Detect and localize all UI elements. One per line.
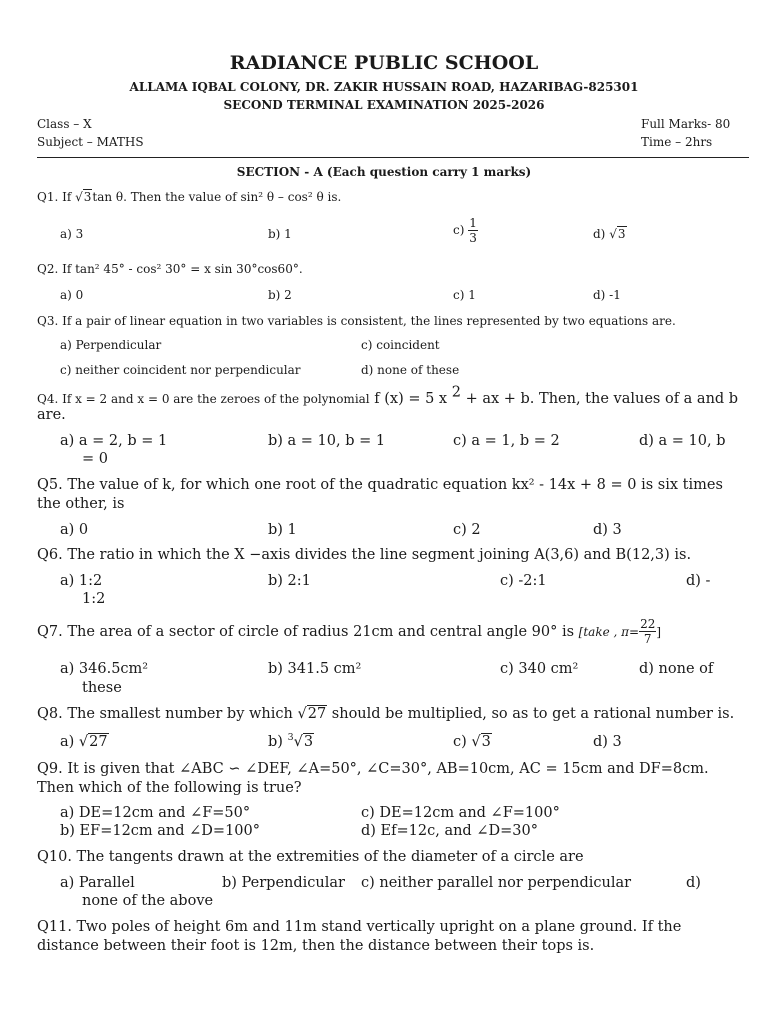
cube-root-index: 3 xyxy=(287,732,294,744)
sqrt-symbol: √27 xyxy=(297,706,327,722)
q4-option-c: c) a = 1, b = 2 xyxy=(453,433,560,449)
q4-option-a: a) a = 2, b = 1 xyxy=(60,433,168,449)
q10-option-d: d) xyxy=(686,875,701,891)
q7-bracket-close: ] xyxy=(656,625,662,639)
school-address: ALLAMA IQBAL COLONY, DR. ZAKIR HUSSAIN ROAD, HAZARIBAG-825301 xyxy=(129,80,639,94)
q1-option-c-label: c) xyxy=(453,223,465,237)
sqrt-symbol: √27 xyxy=(78,734,108,750)
q4-option-b: b) a = 10, b = 1 xyxy=(268,433,386,449)
question-5-line-2: the other, is xyxy=(37,496,125,512)
q2-option-c: c) 1 xyxy=(453,288,476,302)
question-7 xyxy=(37,618,661,645)
q7-text: Q7. The area of a sector of circle of radius 21cm and central angle 90° is xyxy=(37,624,579,640)
q5-option-c: c) 2 xyxy=(453,522,481,538)
q2-option-d: d) -1 xyxy=(593,288,621,302)
q8-option-c: c) √3 xyxy=(453,734,491,750)
q8-option-b: b) $^3$√3 xyxy=(268,732,314,750)
class-label: Class – X xyxy=(37,117,92,131)
q4-exponent: 2 xyxy=(451,384,461,401)
q6-option-a-wrap: 1:2 xyxy=(82,591,106,607)
q7-option-a: a) 346.5cm² xyxy=(60,661,149,677)
question-11-line-2: distance between their foot is 12m, then the distance between their tops is. xyxy=(37,938,595,954)
q4-text-rest: + ax + b. Then, the values of a and b xyxy=(460,391,739,407)
q1-text-mid: tan θ. Then the value of sin² θ – cos² θ is. xyxy=(92,190,342,204)
q3-option-d: d) none of these xyxy=(361,363,460,377)
question-9-line-2: Then which of the following is true? xyxy=(37,780,302,796)
q9-option-c: c) DE=12cm and ∠F=100° xyxy=(361,805,560,821)
time-label: Time – 2hrs xyxy=(641,135,713,149)
sqrt-symbol: √3 xyxy=(293,734,314,750)
q3-option-c: c) coincident xyxy=(361,338,440,352)
question-6: Q6. The ratio in which the X −axis divides the line segment joining A(3,6) and B(12,3) is. xyxy=(37,547,692,563)
q10-option-b: b) Perpendicular xyxy=(222,875,345,891)
question-2: Q2. If tan² 45° - cos² 30° = x sin 30°cos60°. xyxy=(37,262,303,276)
section-heading: SECTION - A (Each question carry 1 marks) xyxy=(236,165,532,179)
q1-text-pre: Q1. If xyxy=(37,190,76,204)
q4-polynomial: f (x) = 5 x xyxy=(369,391,452,407)
question-4-line-2: are. xyxy=(37,407,66,423)
question-10: Q10. The tangents drawn at the extremities of the diameter of a circle are xyxy=(37,849,584,865)
q10-option-c: c) neither parallel nor perpendicular xyxy=(361,875,632,891)
subject-label: Subject – MATHS xyxy=(37,135,144,149)
header-divider xyxy=(37,157,749,158)
q1-option-d xyxy=(593,227,627,241)
q7-option-b: b) 341.5 cm² xyxy=(268,661,362,677)
q2-option-a: a) 0 xyxy=(60,288,84,302)
q9-option-d: d) Ef=12c, and ∠D=30° xyxy=(361,823,538,839)
q1-option-d-label: d) xyxy=(593,227,606,241)
question-3: Q3. If a pair of linear equation in two variables is consistent, the lines represented by two equations are. xyxy=(37,314,676,328)
question-1 xyxy=(37,190,341,204)
fraction: $\frac{22}{7}$ xyxy=(640,617,656,646)
full-marks: Full Marks- 80 xyxy=(641,117,731,131)
question-8 xyxy=(37,706,734,722)
q8-option-d: d) 3 xyxy=(593,734,622,750)
q10-option-d-wrap: none of the above xyxy=(82,893,214,909)
q10-option-a: a) Parallel xyxy=(60,875,135,891)
q9-option-a: a) DE=12cm and ∠F=50° xyxy=(60,805,251,821)
sqrt-symbol: √3 xyxy=(471,734,491,750)
school-name: RADIANCE PUBLIC SCHOOL xyxy=(229,52,539,74)
fraction: $\frac{1}{3}$ xyxy=(469,216,477,245)
q5-option-a: a) 0 xyxy=(60,522,89,538)
q6-option-b: b) 2:1 xyxy=(268,573,311,589)
q4-option-d: d) a = 10, b xyxy=(639,433,726,449)
q5-option-d: d) 3 xyxy=(593,522,622,538)
q8-text-pre: Q8. The smallest number by which xyxy=(37,706,298,722)
q8-text-post: should be multiplied, so as to get a rational number is. xyxy=(327,706,735,722)
q4-option-d-wrap: = 0 xyxy=(82,451,108,467)
q6-option-d: d) - xyxy=(686,573,711,589)
q8-option-a: a) √27 xyxy=(60,734,108,750)
q6-option-c: c) -2:1 xyxy=(500,573,547,589)
q1-option-c xyxy=(453,217,478,244)
q5-option-b: b) 1 xyxy=(268,522,297,538)
question-5: Q5. The value of k, for which one root of the quadratic equation kx² - 14x + 8 = 0 is six times xyxy=(37,477,723,493)
sqrt-symbol: √3 xyxy=(75,190,92,204)
q1-option-a: a) 3 xyxy=(60,227,84,241)
sqrt-symbol: √3 xyxy=(609,227,626,241)
q1-option-b: b) 1 xyxy=(268,227,292,241)
q3-option-b: c) neither coincident nor perpendicular xyxy=(60,363,301,377)
q4-text-small: Q4. If x = 2 and x = 0 are the zeroes of the polynomial xyxy=(37,392,370,406)
question-4 xyxy=(37,384,739,407)
q7-pi-hint: [take , π= xyxy=(578,625,640,639)
q7-option-c: c) 340 cm² xyxy=(500,661,579,677)
q7-option-d: d) none of xyxy=(639,661,714,677)
q2-option-b: b) 2 xyxy=(268,288,292,302)
question-9: Q9. It is given that ∠ABC ∽ ∠DEF, ∠A=50°, ∠C=30°, AB=10cm, AC = 15cm and DF=8cm. xyxy=(37,761,709,777)
q3-option-a: a) Perpendicular xyxy=(60,338,162,352)
question-11: Q11. Two poles of height 6m and 11m stand vertically upright on a plane ground. If the xyxy=(37,919,682,935)
q9-option-b: b) EF=12cm and ∠D=100° xyxy=(60,823,260,839)
exam-title: SECOND TERMINAL EXAMINATION 2025-2026 xyxy=(223,98,545,112)
q7-option-a-wrap: these xyxy=(82,680,122,696)
q6-option-a: a) 1:2 xyxy=(60,573,103,589)
